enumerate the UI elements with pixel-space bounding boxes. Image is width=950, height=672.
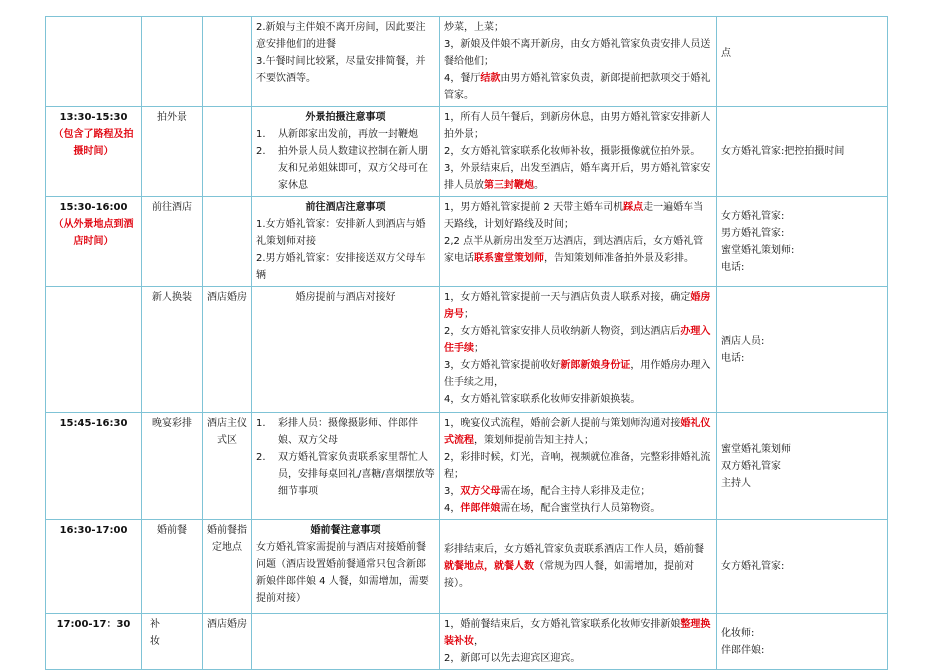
highlight-text: 就餐地点，就餐人数 [444,561,534,572]
text-segment: 。 [534,180,544,191]
highlight-text: 整理换装补妆 [444,619,711,647]
notes-cell [252,520,440,614]
text-segment: ； [464,309,474,320]
person-cell [717,107,888,197]
location-cell: 酒店婚房 [203,287,252,413]
text-segment: 需在场，配合蜜堂执行人员第物资。 [500,503,661,514]
table-row [46,107,888,197]
list-text: 彩排人员：摄像摄影师、伴郎伴娘、双方父母 [278,418,418,446]
text-segment: ； [474,343,484,354]
list-number: 1. [256,418,266,429]
person-line: 双方婚礼管家 [721,460,781,472]
tasks-cell [440,197,717,287]
event-cell: 补 妆 [142,614,203,670]
table-row [46,413,888,520]
note-line: 女方婚礼管家需提前与酒店对接婚前餐问题（酒店设置婚前餐通常只包含新郎新娘伴郎伴娘 4 人餐，如需增加，需要提前对接） [256,542,429,604]
task-line [444,650,712,667]
note-line: 2.男方婚礼管家：安排接送双方父母车辆 [256,253,426,281]
text-segment: 4，餐厅 [444,73,481,84]
note-line: 婚房提前与酒店对接好 [295,292,396,303]
task-line [444,233,712,267]
list-number: 2. [256,452,266,463]
text-segment: 2，新郎可以先去迎宾区迎宾。 [444,653,581,664]
text-segment: 2，女方婚礼管家联系化妆师补妆，摄影摄像就位拍外景。 [444,146,701,157]
time-range: 15:45-16:30 [59,418,128,429]
highlight-text: 婚礼仪式流程 [444,418,711,446]
highlight-text: 第三封鞭炮 [484,180,534,191]
text-segment: 1，晚宴仪式流程，婚前会新人提前与策划师沟通对接 [444,418,681,429]
person-line: 男方婚礼管家: [721,227,785,239]
time-range: 16:30-17:00 [59,525,128,536]
notes-cell [252,17,440,107]
person-line: 女方婚礼管家: [721,561,785,572]
time-cell [46,520,142,614]
task-line [444,415,712,449]
time-range: 15:30-16:00 [59,202,128,213]
task-line [444,483,712,500]
tasks-cell [440,287,717,413]
task-line [444,289,712,323]
location-cell: 酒店婚房 [203,614,252,670]
notes-cell [252,413,440,520]
notes-cell [252,107,440,197]
person-line: 酒店人员: [721,335,765,347]
list-number: 1. [256,129,266,140]
task-line [444,357,712,391]
person-line: 女方婚礼管家: [721,210,785,222]
person-line: 化妆师: [721,627,755,639]
text-segment: 1，女方婚礼管家提前一天与酒店负责人联系对接，确定 [444,292,691,303]
person-cell [717,17,888,107]
text-segment: ，用作婚房办理入住手续之用， [444,360,711,388]
notes-list [256,126,435,194]
highlight-text: 婚房房号 [444,292,711,320]
text-segment: （常规为四人餐，如需增加，提前对接）。 [444,561,694,589]
event-cell: 前往酒店 [142,197,203,287]
highlight-text: 联系蜜堂策划师 [474,253,544,264]
tasks-cell [440,520,717,614]
text-segment: 4，女方婚礼管家联系化妆师安排新娘换装。 [444,394,641,405]
notes-title: 前往酒店注意事项 [305,202,386,213]
person-line: 伴郎伴娘: [721,644,765,656]
tasks-cell [440,107,717,197]
table-row [46,287,888,413]
task-line [444,19,712,36]
table-row [46,614,888,670]
time-cell [46,107,142,197]
time-cell [46,413,142,520]
notes-title: 外景拍摄注意事项 [305,112,386,123]
text-segment: 3， [444,486,461,497]
text-segment: 2，女方婚礼管家安排人员收纳新人物资，到达酒店后 [444,326,681,337]
text-segment: 2，彩排时候，灯光，音响，视频就位准备，完整彩排婚礼流程； [444,452,711,480]
event-cell: 新人换装 [142,287,203,413]
list-text: 从新郎家出发前，再放一封鞭炮 [278,129,418,140]
task-line [444,323,712,357]
tasks-cell [440,614,717,670]
person-line: 女方婚礼管家:把控拍摄时间 [721,146,845,157]
task-line [444,199,712,233]
notes-cell [252,614,440,670]
notes-list-item [256,126,435,143]
time-cell [46,17,142,107]
highlight-text: 新郎新娘身份证 [560,360,631,371]
person-line: 主持人 [721,477,751,489]
event-cell [142,17,203,107]
notes-title: 婚前餐注意事项 [310,525,381,536]
person-line: 蜜堂婚礼策划师: [721,244,795,256]
event-cell: 婚前餐 [142,520,203,614]
note-line: 2.新娘与主伴娘不离开房间，因此要注意安排他们的进餐 [256,22,426,50]
text-segment: 炒菜，上菜； [444,22,504,33]
highlight-text: 伴郎伴娘 [460,503,501,514]
task-line [444,500,712,517]
person-cell [717,614,888,670]
text-segment: ， [474,636,484,647]
table-row [46,520,888,614]
text-segment: 3，新娘及伴娘不离开新房，由女方婚礼管家负责安排人员送餐给他们； [444,39,711,67]
text-segment: 1，男方婚礼管家提前 2 天带主婚车司机 [444,202,624,213]
person-cell [717,520,888,614]
highlight-text: 双方父母 [460,486,501,497]
location-cell [203,107,252,197]
text-segment: 需在场，配合主持人彩排及走位； [500,486,651,497]
table-row [46,17,888,107]
person-cell [717,197,888,287]
task-line [444,616,712,650]
text-segment: 由男方婚礼管家负责，新郎提前把款项交于婚礼管家。 [444,73,711,101]
person-cell [717,287,888,413]
text-segment: 1，所有人员午餐后，到新房休息，由男方婚礼管家安排新人拍外景； [444,112,711,140]
text-segment: 彩排结束后，女方婚礼管家负责联系酒店工作人员，婚前餐 [444,544,704,555]
text-segment: 走一遍婚车当天路线，计划好路线及时间； [444,202,704,230]
schedule-table [45,16,888,670]
tasks-cell [440,413,717,520]
highlight-text: 办理入住手续 [444,326,711,354]
notes-cell [252,197,440,287]
table-row [46,197,888,287]
notes-list-item [256,143,435,194]
notes-list-item [256,415,435,449]
time-cell [46,197,142,287]
person-line: 电话: [721,261,745,273]
time-note: （从外景地点到酒店时间） [53,219,134,247]
task-line [444,391,712,408]
time-cell [46,614,142,670]
event-cell: 拍外景 [142,107,203,197]
tasks-cell [440,17,717,107]
person-line: 电话: [721,352,745,364]
task-line [444,449,712,483]
location-cell: 酒店主仪式区 [203,413,252,520]
event-cell: 晚宴彩排 [142,413,203,520]
time-range: 13:30-15:30 [59,112,128,123]
text-segment: 1，婚前餐结束后，女方婚礼管家联系化妆师安排新娘 [444,619,681,630]
text-segment: 3，女方婚礼管家提前收好 [444,360,561,371]
list-number: 2. [256,146,266,157]
time-range: 17:00-17：30 [56,619,131,630]
location-cell [203,17,252,107]
list-text: 拍外景人员人数建议控制在新人朋友和兄弟姐妹即可，双方父母可在家休息 [278,146,428,191]
text-segment: 3，外景结束后，出发至酒店，婚车离开后，男方婚礼管家安排人员放 [444,163,711,191]
text-segment: ，策划师提前告知主持人； [474,435,594,446]
text-segment: 4， [444,503,461,514]
notes-list-item [256,449,435,500]
task-line [444,70,712,104]
note-line: 1.女方婚礼管家：安排新人到酒店与婚礼策划师对接 [256,219,426,247]
location-cell: 婚前餐指定地点 [203,520,252,614]
task-line [444,541,712,592]
person-line: 蜜堂婚礼策划师 [721,443,791,455]
text-segment: ，告知策划师准备拍外景及彩排。 [544,253,694,264]
task-line [444,160,712,194]
person-line: 点 [721,48,731,59]
task-line [444,109,712,143]
notes-cell [252,287,440,413]
highlight-text: 踩点 [623,202,644,213]
person-cell [717,413,888,520]
notes-list [256,415,435,500]
note-line: 3.午餐时间比较紧，尽量安排简餐，并不要饮酒等。 [256,56,426,84]
task-line [444,143,712,160]
location-cell [203,197,252,287]
highlight-text: 结款 [480,73,501,84]
time-cell [46,287,142,413]
list-text: 双方婚礼管家负责联系家里帮忙人员，安排每桌回礼/喜糖/喜烟摆放等细节事项 [278,452,435,497]
task-line [444,36,712,70]
text-segment: 2,2 点半从新房出发至万达酒店，到达酒店后，女方婚礼管家电话 [444,236,704,264]
time-note: （包含了路程及拍摄时间） [53,129,134,157]
